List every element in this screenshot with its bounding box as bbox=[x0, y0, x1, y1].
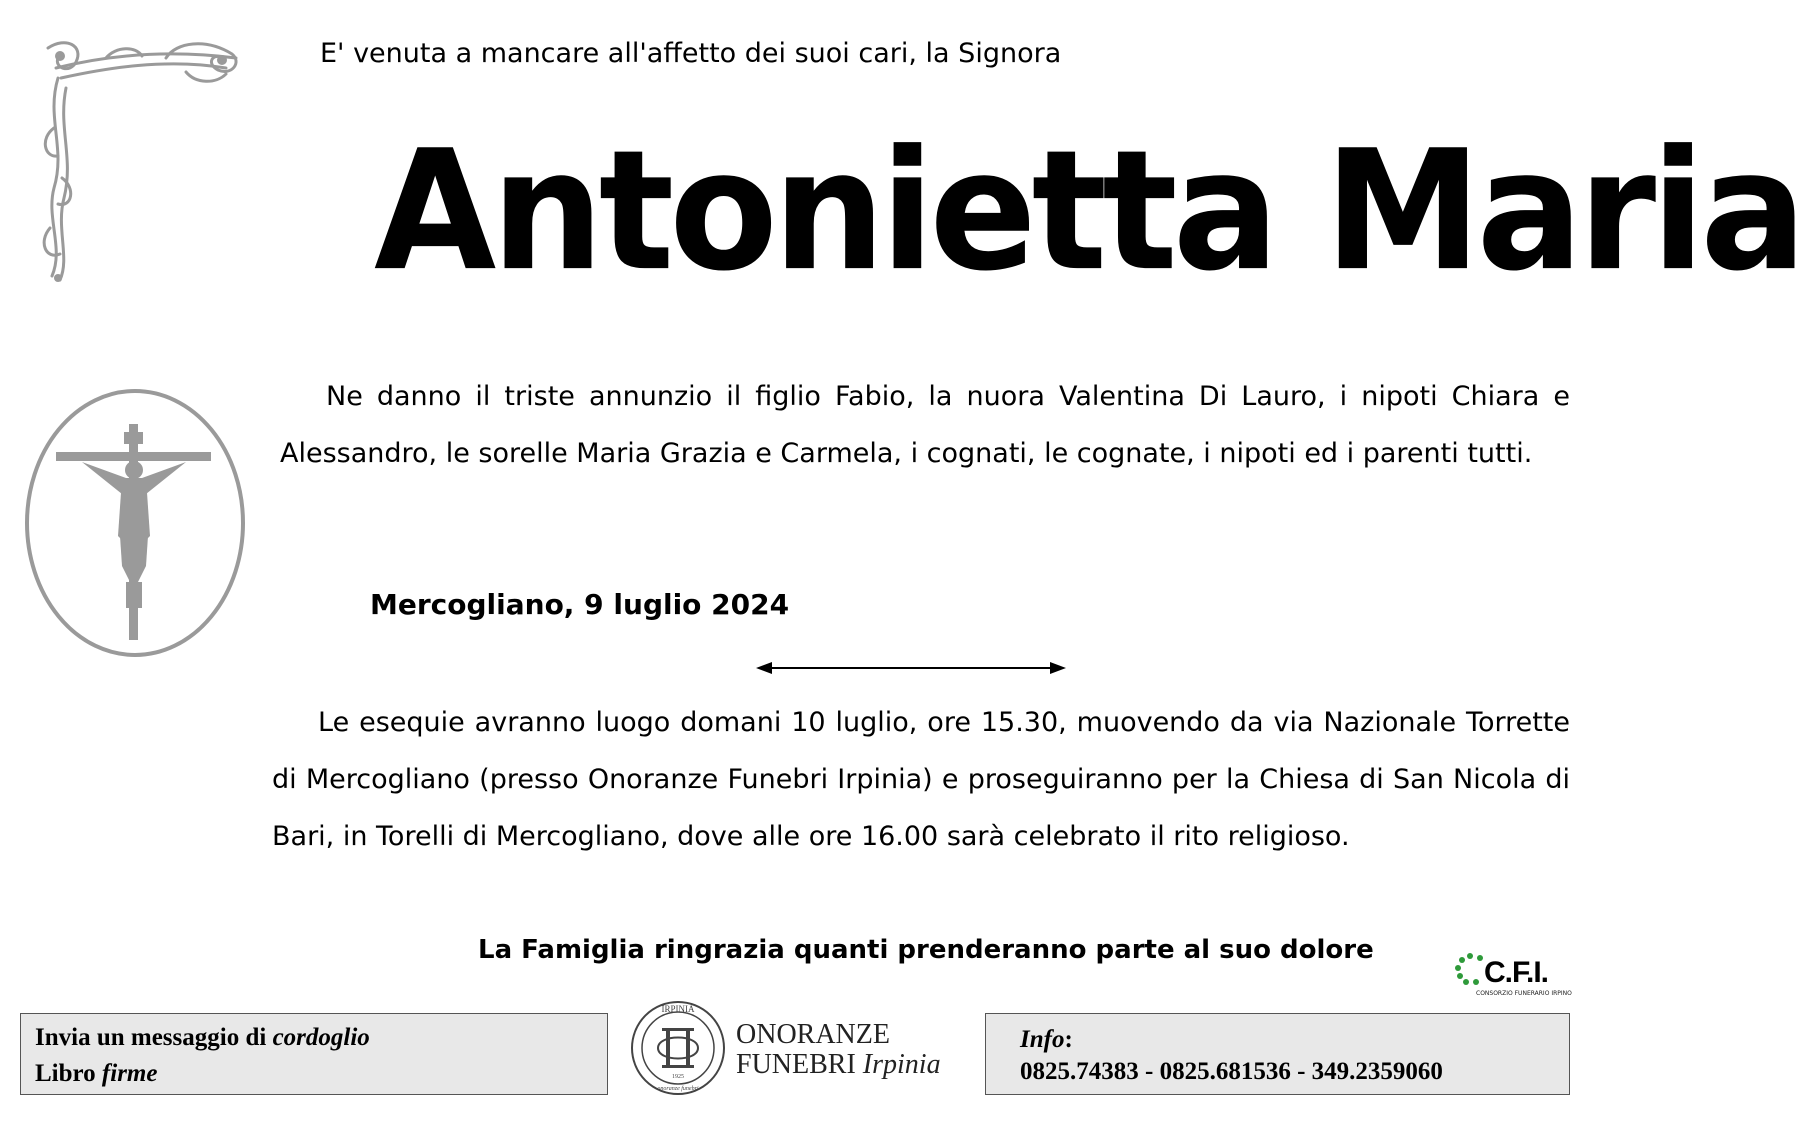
info-phones[interactable]: 0825.74383 - 0825.681536 - 349.2359060 bbox=[1020, 1058, 1443, 1085]
info-heading bbox=[1020, 1024, 1535, 1056]
corner-ornament bbox=[36, 28, 246, 290]
info-box bbox=[985, 1013, 1570, 1095]
funeral-details-text: Le esequie avranno luogo domani 10 luglio, ore 15.30, muovendo da via Nazionale Torrette di Mercogliano (presso Onoranze Funebri Irpinia) e proseguiranno per la Chiesa di San Nicola di Bari, in Torelli di Mercogliano, dove alle ore 16.00 sarà celebrato il rito religioso. bbox=[272, 707, 1570, 852]
funeral-home-line1: ONORANZE bbox=[736, 1019, 890, 1050]
funeral-home-seal-icon bbox=[628, 998, 728, 1098]
announcement-text: Ne danno il triste annunzio il figlio Fabio, la nuora Valentina Di Lauro, i nipoti Chiara e Alessandro, le sorelle Maria Grazia e Carmela, i cognati, le cognate, i nipoti ed i parenti tutti. bbox=[280, 381, 1570, 469]
cfi-subtitle: CONSORZIO FUNERARIO IRPINO bbox=[1476, 990, 1572, 997]
seal-year-text: 1925 bbox=[672, 1074, 684, 1080]
cfi-label: C.F.I. bbox=[1484, 956, 1549, 989]
place-date: Mercogliano, 9 luglio 2024 bbox=[370, 588, 790, 621]
send-condolence-label: Invia un messaggio di bbox=[35, 1024, 273, 1051]
thanks-line: La Famiglia ringrazia quanti prenderanno parte al suo dolore bbox=[478, 935, 1374, 965]
crucifix-icon bbox=[22, 386, 248, 660]
info-label: Info bbox=[1020, 1026, 1065, 1053]
guestbook-label: Libro bbox=[35, 1060, 102, 1087]
double-arrow-divider bbox=[756, 660, 1066, 676]
seal-bottom-text: onoranze funebri bbox=[657, 1086, 699, 1092]
funeral-home-line2-prefix: FUNEBRI bbox=[736, 1049, 863, 1080]
guestbook-link[interactable] bbox=[35, 1056, 593, 1092]
guestbook-emphasis: firme bbox=[101, 1060, 158, 1087]
intro-line: E' venuta a mancare all'affetto dei suoi cari, la Signora bbox=[320, 38, 1062, 69]
send-condolence-link[interactable] bbox=[35, 1020, 593, 1056]
info-colon: : bbox=[1064, 1026, 1073, 1053]
funeral-home-line2-emphasis: Irpinia bbox=[862, 1049, 941, 1080]
condolence-box[interactable] bbox=[20, 1013, 608, 1095]
send-condolence-emphasis: cordoglio bbox=[272, 1024, 370, 1051]
funeral-home-name bbox=[736, 1020, 941, 1080]
funeral-home-line2 bbox=[736, 1050, 941, 1080]
seal-top-text: IRPINIA bbox=[661, 1004, 695, 1014]
deceased-name: Antonietta Maria bbox=[374, 114, 1802, 309]
